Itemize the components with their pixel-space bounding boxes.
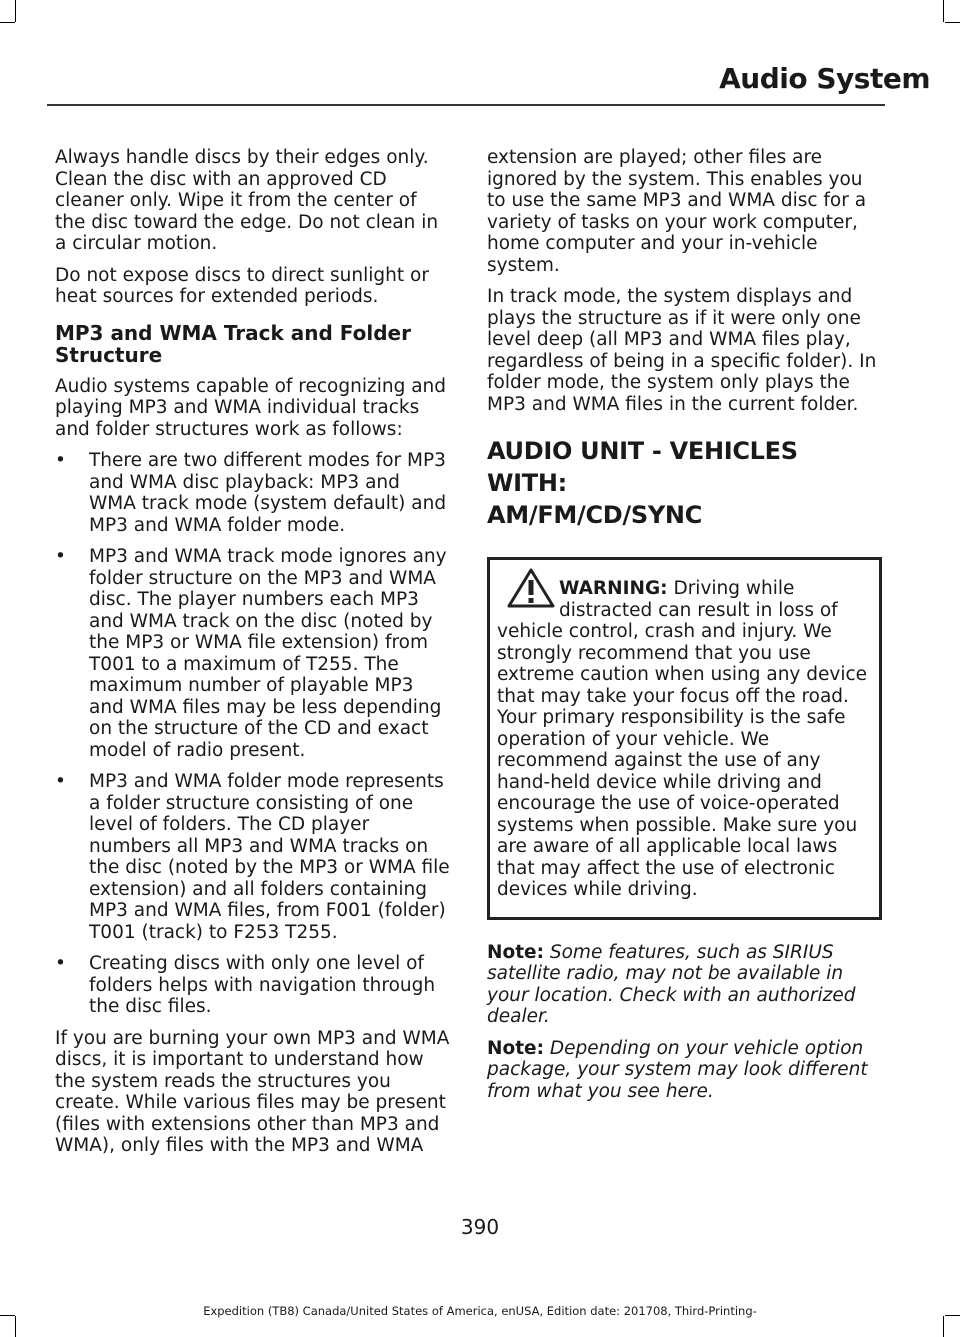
paragraph: Always handle discs by their edges only. Clean the disc with an approved CD cleaner only. Wipe it from the center of the disc toward the edge. Do not clean in a circular motion. [55,147,439,254]
note [487,942,882,1028]
paragraph: Audio systems capable of recognizing and playing MP3 and WMA individual tracks and folder structures work as follows: [55,375,446,440]
section-heading [487,435,882,531]
heading-line: AUDIO UNIT - VEHICLES WITH: [487,437,798,497]
warning-text: Driving while distracted can result in loss of vehicle control, crash and injury. We strongly recommend that you use extreme caution when using any device that may take your focus off the road. Your primary responsibility is the safe operation of your vehicle. We recommend against the use of any hand-held device while driving and encourage the use of voice-operated systems when possible. Make sure you are aware of all applicable local laws that may affect the use of electronic devices while driving. [497,578,868,900]
bullet-list [55,450,450,1018]
page-title: Audio System [719,62,930,95]
right-column [487,147,882,1112]
page-number: 390 [460,1215,500,1239]
list-item: • Creating discs with only one level of folders helps with navigation through the disc files. [55,953,450,1018]
crop-mark [15,0,16,22]
paragraph: Do not expose discs to direct sunlight or heat sources for extended periods. [55,264,429,307]
crop-mark [943,0,944,22]
list-item: • There are two different modes for MP3 and WMA disc playback: MP3 and WMA track mode (system default) and MP3 and WMA folder mode. [55,450,450,536]
note-label: Note: [487,941,544,963]
list-item: • MP3 and WMA folder mode represents a folder structure consisting of one level of folders. The CD player numbers all MP3 and WMA tracks on the disc (noted by the MP3 or WMA file extension) and all folders containing MP3 and WMA files, from F001 (folder) T001 (track) to F253 T255. [55,771,450,943]
warning-triangle-icon [507,568,555,608]
note-text: Depending on your vehicle option package, your system may look different from what you see here. [487,1037,868,1102]
heading-line: AM/FM/CD/SYNC [487,501,703,529]
left-column [55,147,450,1167]
header-divider [47,104,885,106]
paragraph: In track mode, the system displays and plays the structure as if it were only one level deep (all MP3 and WMA files play, regardless of being in a specific folder). In folder mode, the system only plays the MP3 and WMA files in the current folder. [487,286,877,415]
note-text: Some features, such as SIRIUS satellite radio, may not be available in your location. Check with an authorized dealer. [487,941,856,1027]
crop-mark [945,22,960,23]
footer-text: Expedition (TB8) Canada/United States of America, enUSA, Edition date: 201708, Third-Printing- [203,1304,757,1318]
warning-box [487,557,882,920]
paragraph: extension are played; other files are ignored by the system. This enables you to use the same MP3 and WMA disc for a variety of tasks on your work computer, home computer and your in-vehicle system. [487,147,867,276]
crop-mark [15,1316,16,1337]
note-label: Note: [487,1037,544,1059]
note [487,1038,882,1103]
section-heading: MP3 and WMA Track and Folder Structure [55,320,411,367]
list-item: • MP3 and WMA track mode ignores any folder structure on the MP3 and WMA disc. The player numbers each MP3 and WMA track on the disc (noted by the MP3 or WMA file extension) from T001 to a maximum of T255. The maximum number of playable MP3 and WMA files may be less depending on the structure of the CD and exact model of radio present. [55,546,450,761]
paragraph: If you are burning your own MP3 and WMA discs, it is important to understand how the system reads the structures you create. While various files may be present (files with extensions other than MP3 and WMA), only files with the MP3 and WMA [55,1027,450,1156]
crop-mark [943,1316,944,1337]
warning-label: WARNING: [559,578,668,599]
crop-mark [0,22,15,23]
